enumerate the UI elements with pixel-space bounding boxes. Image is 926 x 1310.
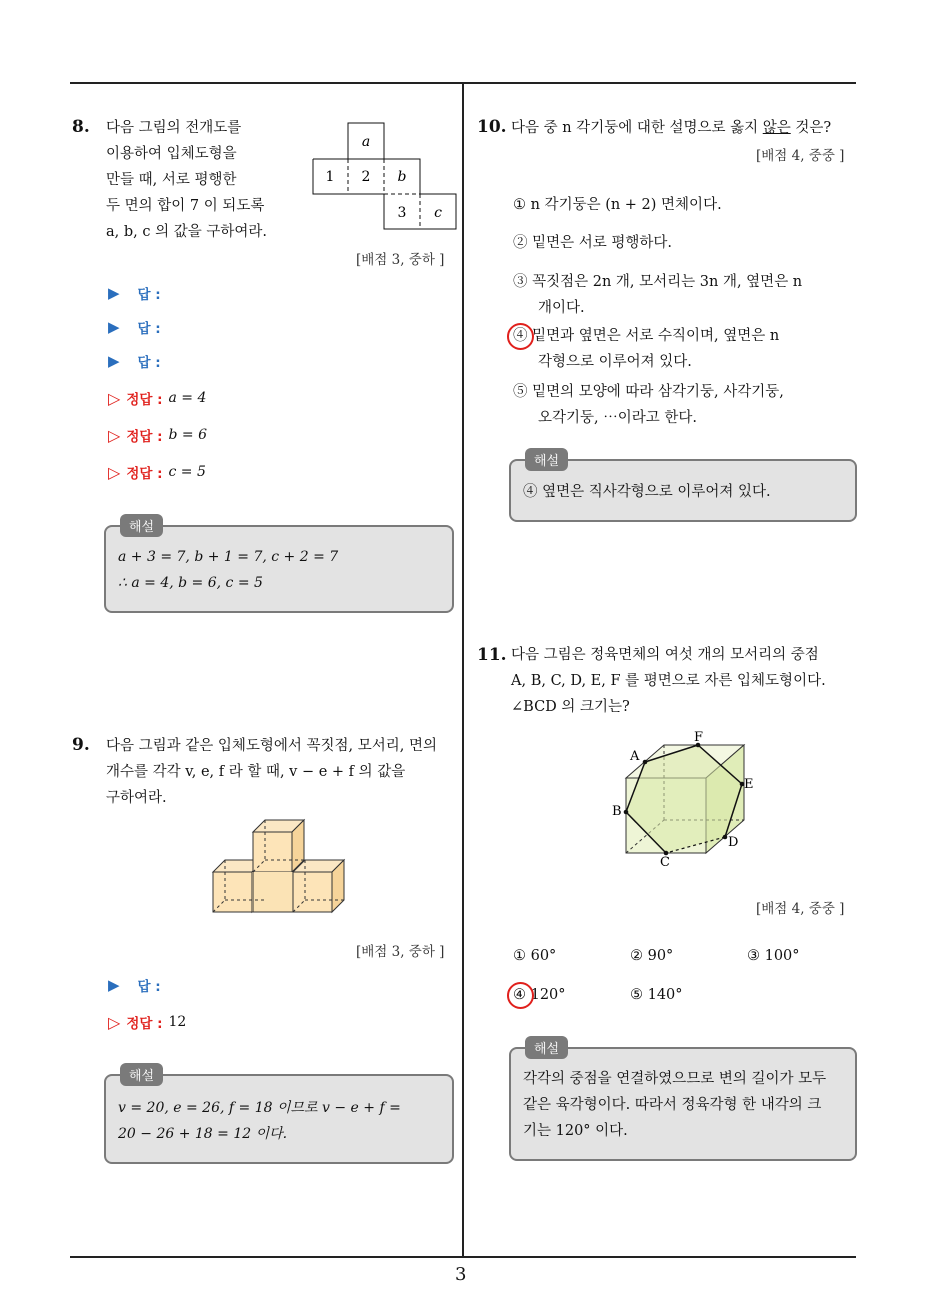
q10-option-3: ③ 꼭짓점은 2n 개, 모서리는 3n 개, 옆면은 n — [513, 274, 803, 290]
q11-option-2: ② 90° — [630, 948, 674, 964]
q10-option-2: ② 밑면은 서로 평행하다. — [513, 235, 672, 251]
bottom-rule — [70, 1256, 856, 1258]
q10-option-4-cont: 각형으로 이루어져 있다. — [538, 354, 692, 370]
q11-line: 다음 그림은 정육면체의 여섯 개의 모서리의 중점 — [511, 647, 819, 663]
q10-option-4: ④ 밑면과 옆면은 서로 수직이며, 옆면은 n — [513, 328, 780, 344]
q9-line: 다음 그림과 같은 입체도형에서 꼭짓점, 모서리, 면의 — [106, 738, 438, 754]
net-label: 2 — [361, 169, 371, 185]
vertex-label: E — [744, 777, 754, 792]
q11-number: 11. — [477, 645, 507, 665]
q8-correct-row — [108, 424, 207, 446]
q8-net-figure — [312, 122, 457, 232]
vertex-label: D — [728, 835, 739, 850]
play-icon: ▶ — [108, 318, 120, 336]
q8-score: [배점 3, 중하 ] — [356, 252, 445, 268]
answer-label: 답 : — [137, 287, 161, 303]
q11-line: A, B, C, D, E, F 를 평면으로 자른 입체도형이다. — [511, 673, 826, 689]
triangle-outline-icon: ▷ — [108, 425, 121, 445]
triangle-outline-icon: ▷ — [108, 1012, 121, 1032]
explanation-line: v = 20, e = 26, f = 18 이므로 v − e + f = — [118, 1100, 401, 1116]
explanation-tag: 해설 — [120, 514, 163, 537]
q8-line: 만들 때, 서로 평행한 — [106, 172, 237, 188]
q9-question — [106, 733, 437, 811]
vertex-label: B — [612, 804, 622, 819]
q9-correct-row — [108, 1011, 186, 1033]
q9-answer-row — [108, 974, 161, 996]
q10-option-5: ⑤ 밑면의 모양에 따라 삼각기둥, 사각기둥, — [513, 384, 784, 400]
q9-score: [배점 3, 중하 ] — [356, 944, 445, 960]
q10-question-start: 다음 중 n 각기둥에 대한 설명으로 옳지 — [511, 120, 763, 136]
correct-label: 정답 : — [126, 429, 163, 445]
correct-label: 정답 : — [126, 392, 163, 408]
play-icon: ▶ — [108, 352, 120, 370]
q9-explanation-box — [104, 1069, 454, 1164]
q11-option-3: ③ 100° — [747, 948, 800, 964]
q10-question — [511, 115, 831, 141]
column-divider — [462, 82, 464, 1257]
play-icon: ▶ — [108, 284, 120, 302]
q8-answer-row — [108, 282, 161, 304]
net-label: 3 — [397, 205, 407, 221]
correct-value: c = 5 — [168, 464, 206, 480]
correct-value: 12 — [168, 1014, 187, 1030]
correct-value: a = 4 — [168, 390, 207, 406]
correct-label: 정답 : — [126, 466, 163, 482]
q8-line: 다음 그림의 전개도를 — [106, 120, 242, 136]
q9-cubes-figure — [210, 818, 355, 916]
q11-score: [배점 4, 중중 ] — [756, 901, 845, 917]
net-label: 1 — [325, 169, 335, 185]
answer-label: 답 : — [137, 979, 161, 995]
q11-line: ∠BCD 의 크기는? — [511, 699, 630, 715]
q8-line: a, b, c 의 값을 구하여라. — [106, 224, 267, 240]
vertex-label: F — [694, 730, 704, 745]
q8-line: 두 면의 합이 7 이 되도록 — [106, 198, 265, 214]
q8-question — [106, 115, 267, 245]
q10-option-1: ① n 각기둥은 (n + 2) 면체이다. — [513, 197, 722, 213]
explanation-line: 같은 육각형이다. 따라서 정육각형 한 내각의 크 — [523, 1097, 822, 1113]
correct-value: b = 6 — [168, 427, 207, 443]
page-number: 3 — [455, 1264, 467, 1285]
q11-option-5: ⑤ 140° — [630, 987, 683, 1003]
net-label: c — [434, 205, 442, 221]
answer-label: 답 : — [137, 355, 161, 371]
q9-line: 개수를 각각 v, e, f 라 할 때, v − e + f 의 값을 — [106, 764, 406, 780]
q10-question-underlined: 않은 — [762, 120, 791, 136]
q8-answer-row — [108, 350, 161, 372]
q11-question — [511, 642, 826, 720]
explanation-line: 각각의 중점을 연결하였으므로 변의 길이가 모두 — [523, 1071, 827, 1087]
net-label: a — [361, 134, 371, 150]
q8-correct-row — [108, 461, 206, 483]
q10-selected-mark — [507, 323, 534, 350]
q10-explanation-box — [509, 454, 857, 522]
q10-number: 10. — [477, 117, 507, 137]
q11-selected-mark — [507, 982, 534, 1009]
q10-option-3-cont: 개이다. — [538, 300, 585, 316]
correct-label: 정답 : — [126, 1016, 163, 1032]
q8-answer-row — [108, 316, 161, 338]
q8-explanation-box — [104, 520, 454, 613]
explanation-tag: 해설 — [525, 1036, 568, 1059]
q11-explanation-box — [509, 1042, 857, 1161]
q10-option-5-cont: 오각기둥, ⋯이라고 한다. — [538, 410, 697, 426]
triangle-outline-icon: ▷ — [108, 462, 121, 482]
q11-option-1: ① 60° — [513, 948, 557, 964]
vertex-label: A — [630, 749, 640, 764]
q9-number: 9. — [72, 735, 90, 755]
explanation-line: 기는 120° 이다. — [523, 1123, 628, 1139]
explanation-tag: 해설 — [525, 448, 568, 471]
q11-option-4: ④ 120° — [513, 987, 566, 1003]
q10-score: [배점 4, 중중 ] — [756, 148, 845, 164]
explanation-line: ∴ a = 4, b = 6, c = 5 — [118, 575, 263, 591]
q10-question-end: 것은? — [790, 120, 832, 136]
explanation-line: a + 3 = 7, b + 1 = 7, c + 2 = 7 — [118, 549, 339, 565]
answer-label: 답 : — [137, 321, 161, 337]
q8-number: 8. — [72, 117, 90, 137]
q11-cube-figure — [608, 728, 760, 868]
triangle-outline-icon: ▷ — [108, 388, 121, 408]
explanation-tag: 해설 — [120, 1063, 163, 1086]
net-label: b — [397, 169, 407, 185]
q8-line: 이용하여 입체도형을 — [106, 146, 237, 162]
q9-line: 구하여라. — [106, 790, 167, 806]
play-icon: ▶ — [108, 976, 120, 994]
q8-correct-row — [108, 387, 206, 409]
vertex-label: C — [660, 855, 670, 868]
explanation-line: ④ 옆면은 직사각형으로 이루어져 있다. — [523, 484, 771, 500]
explanation-line: 20 − 26 + 18 = 12 이다. — [118, 1126, 288, 1142]
